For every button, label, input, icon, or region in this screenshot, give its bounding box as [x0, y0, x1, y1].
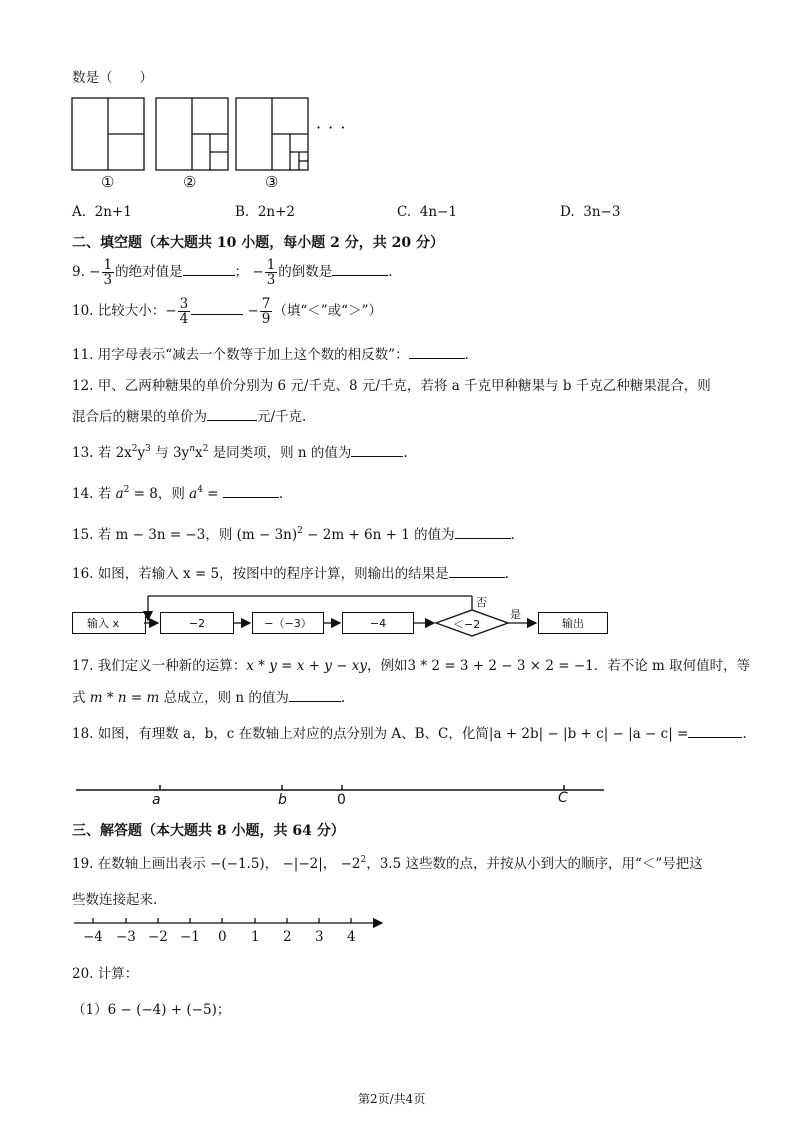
flow-condition-label: ＜−2 — [453, 618, 481, 631]
q16-blank[interactable] — [449, 564, 505, 578]
q8-option-b[interactable]: B. 2n+2 — [235, 204, 295, 220]
q17-blank[interactable] — [289, 688, 341, 702]
q18-label-c: C — [558, 790, 568, 806]
q19-tick-m3: −3 — [116, 929, 136, 945]
q19-tick-m2: −2 — [148, 929, 168, 945]
q19-tick-1: 1 — [251, 929, 260, 945]
q16: 16. 如图，若输入 x = 5，按图中的程序计算，则输出的结果是 . — [72, 566, 509, 582]
flow-step-2: −（−3） — [252, 612, 324, 634]
q15: 15. 若 m − 3n = −3，则 $(m - 3n)^2 - 2m + 6n + 1$ 的值为 . — [72, 526, 515, 543]
page-number-footer: 第2页/共4页 — [358, 1092, 426, 1106]
q12-blank[interactable] — [207, 407, 257, 421]
q14-blank[interactable] — [223, 484, 279, 498]
q13-blank[interactable] — [351, 443, 403, 457]
q8-stem-tail: 数是（ ） — [72, 70, 153, 86]
q8-option-d[interactable]: D. 3n−3 — [560, 204, 621, 220]
q8-option-c[interactable]: C. 4n−1 — [397, 204, 457, 220]
q18-label-a: a — [152, 792, 161, 808]
fig3-label: ③ — [265, 173, 279, 191]
q18-blank[interactable] — [688, 724, 742, 738]
q14: 14. 若 $a^2 = 8$，则 $a^4$ = . — [72, 485, 284, 502]
fig2-label: ② — [183, 173, 197, 191]
q19-line2: 些数连接起来. — [72, 892, 158, 908]
section2-title: 二、填空题（本大题共 10 小题，每小题 2 分，共 20 分） — [72, 235, 444, 251]
q12-line1: 12. 甲、乙两种糖果的单价分别为 6 元/千克、8 元/千克，若将 a 千克甲种糖果与 b 千克乙种糖果混合，则 — [72, 378, 711, 394]
q9: 9. − $\frac{1}{3}$ 的绝对值是 ； − $\frac{1}{3}$ 的倒数是 . — [72, 257, 393, 289]
q10-blank[interactable] — [191, 301, 243, 315]
q13: 13. 若 $2x^2y^3$ 与 $3y^nx^2$ 是同类项，则 n 的值为 . — [72, 444, 408, 461]
q15-blank[interactable] — [455, 525, 511, 539]
q12-line2: 混合后的糖果的单价为 元/千克. — [72, 409, 307, 425]
q10: 10. 比较大小：− $\frac{3}{4}$ − $\frac{7}{9}$ （填“＜”或“＞”） — [72, 296, 382, 328]
q19-tick-3: 3 — [315, 929, 324, 945]
q11: 11. 用字母表示“减去一个数等于加上这个数的相反数”： . — [72, 347, 469, 363]
q9-blank-1[interactable] — [183, 262, 235, 276]
q19-tick-4: 4 — [347, 929, 356, 945]
q19-tick-0: 0 — [218, 929, 227, 945]
flow-output-box: 输出 — [538, 612, 608, 634]
q18-label-0: 0 — [337, 792, 346, 808]
q11-blank[interactable] — [409, 345, 465, 359]
q17-line1: 17. 我们定义一种新的运算：x * y = x + y − xy，例如3 * 2 = 3 + 2 − 3 × 2 = −1．若不论 m 取何值时，等 — [72, 658, 751, 674]
q19-tick-m4: −4 — [83, 929, 103, 945]
q19-tick-m1: −1 — [180, 929, 200, 945]
fig1-label: ① — [101, 173, 115, 191]
q17-line2: 式 m * n = m 总成立，则 n 的值为 . — [72, 690, 346, 706]
flow-step-1: −2 — [160, 612, 234, 634]
flow-step-3: −4 — [342, 612, 414, 634]
section3-title: 三、解答题（本大题共 8 小题，共 64 分） — [72, 823, 345, 839]
q18-label-b: b — [278, 792, 287, 808]
q19-tick-2: 2 — [283, 929, 292, 945]
q19-line1: 19. 在数轴上画出表示 −(−1.5)， −|−2|， $-2^2$，3.5 这些数的点，并按从小到大的顺序，用“＜”号把这 — [72, 855, 703, 872]
q8-ellipsis: · · · — [316, 118, 347, 137]
q18: 18. 如图，有理数 a，b，c 在数轴上对应的点分别为 A、B、C，化简|a + 2b| − |b + c| − |a − c| = . — [72, 726, 747, 742]
flow-input-box: 输入 x — [72, 612, 146, 634]
q9-blank-2[interactable] — [332, 262, 388, 276]
q20-part1: （1）6 − (−4) + (−5)； — [72, 1002, 231, 1018]
flow-no-label: 否 — [476, 596, 487, 609]
flow-yes-label: 是 — [510, 608, 521, 621]
q8-option-a[interactable]: A. 2n+1 — [72, 204, 132, 220]
q20-title: 20. 计算： — [72, 966, 139, 982]
